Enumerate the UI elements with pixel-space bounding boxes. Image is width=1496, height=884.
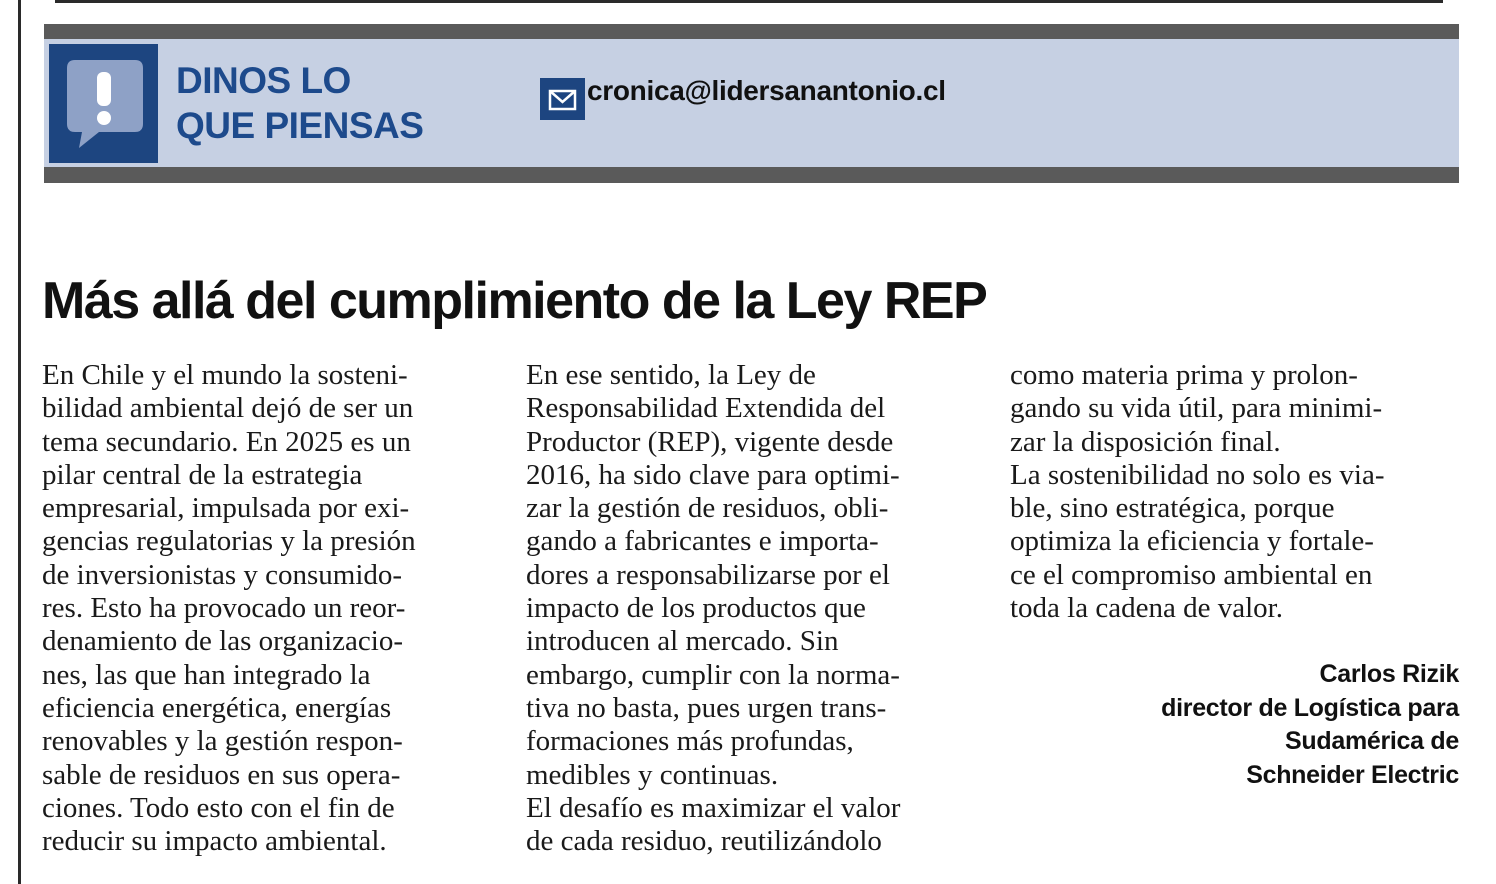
body-line: ce el compromiso ambiental en: [1010, 558, 1373, 591]
body-line: medibles y continuas.: [526, 758, 779, 791]
body-line: dores a responsabilizarse por el: [526, 558, 890, 591]
body-line: zar la disposición final.: [1010, 425, 1281, 458]
body-line: ble, sino estratégica, porque: [1010, 492, 1335, 525]
article-column-1: [42, 359, 492, 858]
envelope-icon: [540, 78, 585, 120]
body-line: toda la cadena de valor.: [1010, 592, 1283, 625]
body-line: bilidad ambiental dejó de ser un: [42, 392, 414, 425]
article-headline: Más allá del cumplimiento de la Ley REP: [42, 272, 987, 330]
body-line: Productor (REP), vigente desde: [526, 425, 894, 458]
body-line: de cada residuo, reutilizándolo: [526, 825, 882, 858]
banner-title-line-2: QUE PIENSAS: [176, 105, 424, 146]
exclamation-speech-bubble-icon: [49, 44, 158, 163]
body-line: El desafío es maximizar el valor: [526, 791, 901, 824]
author-signature: [1161, 658, 1459, 792]
author-role-line: director de Logística para: [1161, 693, 1459, 722]
body-line: gando a fabricantes e importa-: [526, 525, 879, 558]
body-line: En ese sentido, la Ley de: [526, 359, 816, 391]
author-name: Carlos Rizik: [1319, 660, 1459, 688]
body-line: reducir su impacto ambiental.: [42, 825, 387, 858]
body-line: renovables y la gestión respon-: [42, 725, 403, 758]
body-line: 2016, ha sido clave para optimi-: [526, 458, 900, 491]
body-line: tiva no basta, pues urgen trans-: [526, 691, 887, 724]
banner-bottom-bar: [44, 167, 1459, 183]
body-line: como materia prima y prolon-: [1010, 359, 1358, 391]
body-line: introducen al mercado. Sin: [526, 625, 839, 658]
body-line: optimiza la eficiencia y fortale-: [1010, 525, 1374, 558]
body-line: La sostenibilidad no solo es via-: [1010, 458, 1385, 491]
body-line: zar la gestión de residuos, obli-: [526, 492, 889, 525]
body-line: formaciones más profundas,: [526, 725, 854, 758]
author-role-line: Schneider Electric: [1246, 760, 1459, 789]
author-role-line: Sudamérica de: [1285, 727, 1459, 755]
body-line: pilar central de la estrategia: [42, 458, 363, 491]
body-line: Responsabilidad Extendida del: [526, 392, 886, 425]
body-line: impacto de los productos que: [526, 592, 866, 625]
body-line: denamiento de las organizacio-: [42, 625, 404, 658]
contact-email-link[interactable]: cronica@lidersanantonio.cl: [587, 75, 946, 106]
body-line: nes, las que han integrado la: [42, 658, 371, 691]
body-line: En Chile y el mundo la sosteni-: [42, 359, 408, 391]
body-line: tema secundario. En 2025 es un: [42, 425, 411, 458]
article-column-3: [1010, 359, 1460, 625]
banner-top-bar: [44, 24, 1459, 39]
top-divider-rule: [55, 0, 1443, 3]
body-line: de inversionistas y consumido-: [42, 558, 403, 591]
body-line: sable de residuos en sus opera-: [42, 758, 401, 791]
body-line: gando su vida útil, para minimi-: [1010, 392, 1383, 425]
banner-title: [176, 58, 423, 148]
body-line: res. Esto ha provocado un reor-: [42, 592, 406, 625]
body-line: ciones. Todo esto con el fin de: [42, 791, 395, 824]
column-divider-rule: [18, 0, 21, 884]
article-column-2: [526, 359, 976, 858]
body-line: eficiencia energética, energías: [42, 691, 392, 724]
body-line: embargo, cumplir con la norma-: [526, 658, 900, 691]
body-line: gencias regulatorias y la presión: [42, 525, 416, 558]
banner-title-line-1: DINOS LO: [176, 60, 351, 101]
body-line: empresarial, impulsada por exi-: [42, 492, 410, 525]
